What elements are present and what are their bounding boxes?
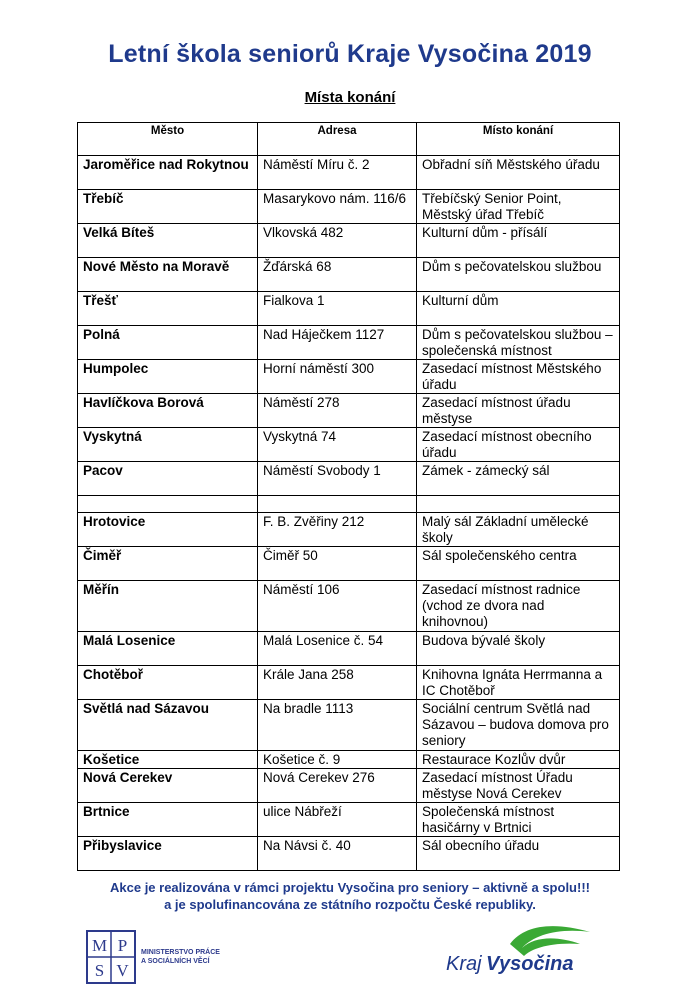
table-row xyxy=(78,513,620,547)
table-row xyxy=(78,496,620,513)
address-cell: F. B. Zvěřiny 212 xyxy=(258,513,417,547)
address-cell: Náměstí 278 xyxy=(258,394,417,428)
venue-cell: Kulturní dům xyxy=(417,292,620,326)
table-row xyxy=(78,666,620,700)
address-cell: Nová Cerekev 276 xyxy=(258,769,417,803)
city-cell: Třešť xyxy=(78,292,258,326)
svg-text:V: V xyxy=(116,961,129,980)
venue-cell: Sál společenského centra xyxy=(417,547,620,581)
address-cell: ulice Nábřeží xyxy=(258,803,417,837)
page-subtitle: Místa konání xyxy=(304,89,396,106)
city-cell: Chotěboř xyxy=(78,666,258,700)
table-row xyxy=(78,581,620,632)
venue-cell: Knihovna Ignáta Herrmanna a IC Chotěboř xyxy=(417,666,620,700)
kraj-vysocina-logo xyxy=(440,922,600,980)
city-cell: Čiměř xyxy=(78,547,258,581)
city-cell: Malá Losenice xyxy=(78,632,258,666)
table-row xyxy=(78,326,620,360)
address-cell: Náměstí 106 xyxy=(258,581,417,632)
venue-cell: Zasedací místnost obecního úřadu xyxy=(417,428,620,462)
kraj-text: Kraj xyxy=(446,953,482,975)
address-cell: Košetice č. 9 xyxy=(258,751,417,769)
mpsv-logo xyxy=(86,930,220,984)
city-cell: Světlá nad Sázavou xyxy=(78,700,258,751)
table-row xyxy=(78,156,620,190)
venue-cell: Malý sál Základní umělecké školy xyxy=(417,513,620,547)
city-cell: Jaroměřice nad Rokytnou xyxy=(78,156,258,190)
city-cell: Hrotovice xyxy=(78,513,258,547)
venue-cell: Restaurace Kozlův dvůr xyxy=(417,751,620,769)
address-cell: Na Návsi č. 40 xyxy=(258,837,417,871)
address-cell: Fialkova 1 xyxy=(258,292,417,326)
venue-cell: Zasedací místnost Městského úřadu xyxy=(417,360,620,394)
table-row xyxy=(78,700,620,751)
city-cell: Vyskytná xyxy=(78,428,258,462)
column-header-address: Adresa xyxy=(258,123,417,156)
kraj-swoosh-icon xyxy=(510,926,590,956)
address-cell: Vyskytná 74 xyxy=(258,428,417,462)
venue-cell: Sociální centrum Světlá nad Sázavou – budova domova pro seniory xyxy=(417,700,620,751)
city-cell: Nová Cerekev xyxy=(78,769,258,803)
venue-cell: Dům s pečovatelskou službou xyxy=(417,258,620,292)
table-row xyxy=(78,394,620,428)
vysocina-text: Vysočina xyxy=(486,953,574,975)
address-cell: Čiměř 50 xyxy=(258,547,417,581)
venue-cell: Obřadní síň Městského úřadu xyxy=(417,156,620,190)
venue-cell: Zasedací místnost úřadu městyse xyxy=(417,394,620,428)
venue-cell: Zasedací místnost radnice (vchod ze dvora nad knihovnou) xyxy=(417,581,620,632)
city-cell xyxy=(78,496,258,513)
venue-cell: Budova bývalé školy xyxy=(417,632,620,666)
venue-cell: Sál obecního úřadu xyxy=(417,837,620,871)
footer-line-1: Akce je realizována v rámci projektu Vysočina pro seniory – aktivně a spolu!!! xyxy=(110,880,590,895)
venue-cell: Společenská místnost hasičárny v Brtnici xyxy=(417,803,620,837)
city-cell: Havlíčkova Borová xyxy=(78,394,258,428)
column-header-city: Město xyxy=(78,123,258,156)
mpsv-text-line-1: MINISTERSTVO PRÁCE xyxy=(141,949,220,956)
svg-text:M: M xyxy=(91,936,108,955)
city-cell: Přibyslavice xyxy=(78,837,258,871)
svg-text:S: S xyxy=(94,961,105,980)
table-row xyxy=(78,837,620,871)
svg-text:P: P xyxy=(117,936,128,955)
table-row xyxy=(78,258,620,292)
venue-cell xyxy=(417,496,620,513)
city-cell: Měřín xyxy=(78,581,258,632)
table-row xyxy=(78,751,620,769)
address-cell: Nad Háječkem 1127 xyxy=(258,326,417,360)
mpsv-text-line-2: A SOCIÁLNÍCH VĚCÍ xyxy=(141,958,210,965)
address-cell: Vlkovská 482 xyxy=(258,224,417,258)
table-header-row xyxy=(78,123,620,156)
mpsv-text xyxy=(141,948,220,966)
city-cell: Humpolec xyxy=(78,360,258,394)
table-row xyxy=(78,360,620,394)
city-cell: Polná xyxy=(78,326,258,360)
address-cell: Náměstí Míru č. 2 xyxy=(258,156,417,190)
footer-note xyxy=(0,879,700,913)
city-cell: Nové Město na Moravě xyxy=(78,258,258,292)
city-cell: Třebíč xyxy=(78,190,258,224)
table-row xyxy=(78,224,620,258)
footer-line-2: a je spolufinancována ze státního rozpočtu České republiky. xyxy=(164,897,536,912)
address-cell: Krále Jana 258 xyxy=(258,666,417,700)
table-row xyxy=(78,462,620,496)
address-cell xyxy=(258,496,417,513)
address-cell: Malá Losenice č. 54 xyxy=(258,632,417,666)
address-cell: Horní náměstí 300 xyxy=(258,360,417,394)
page-title: Letní škola seniorů Kraje Vysočina 2019 xyxy=(108,40,592,68)
city-cell: Velká Bíteš xyxy=(78,224,258,258)
city-cell: Brtnice xyxy=(78,803,258,837)
address-cell: Masarykovo nám. 116/6 xyxy=(258,190,417,224)
venue-cell: Dům s pečovatelskou službou – společenská místnost xyxy=(417,326,620,360)
venue-cell: Zámek - zámecký sál xyxy=(417,462,620,496)
address-cell: Náměstí Svobody 1 xyxy=(258,462,417,496)
venue-cell: Zasedací místnost Úřadu městyse Nová Cerekev xyxy=(417,769,620,803)
table-row xyxy=(78,292,620,326)
table-row xyxy=(78,428,620,462)
venue-cell: Kulturní dům - přísálí xyxy=(417,224,620,258)
table-row xyxy=(78,547,620,581)
venue-cell: Třebíčský Senior Point, Městský úřad Třebíč xyxy=(417,190,620,224)
table-row xyxy=(78,803,620,837)
city-cell: Košetice xyxy=(78,751,258,769)
address-cell: Na bradle 1113 xyxy=(258,700,417,751)
mpsv-mark xyxy=(86,930,136,984)
address-cell: Žďárská 68 xyxy=(258,258,417,292)
column-header-venue: Místo konání xyxy=(417,123,620,156)
city-cell: Pacov xyxy=(78,462,258,496)
table-row xyxy=(78,632,620,666)
mpsv-mark-graphic xyxy=(88,932,134,982)
table-row xyxy=(78,769,620,803)
table-row xyxy=(78,190,620,224)
venues-table xyxy=(77,122,620,871)
